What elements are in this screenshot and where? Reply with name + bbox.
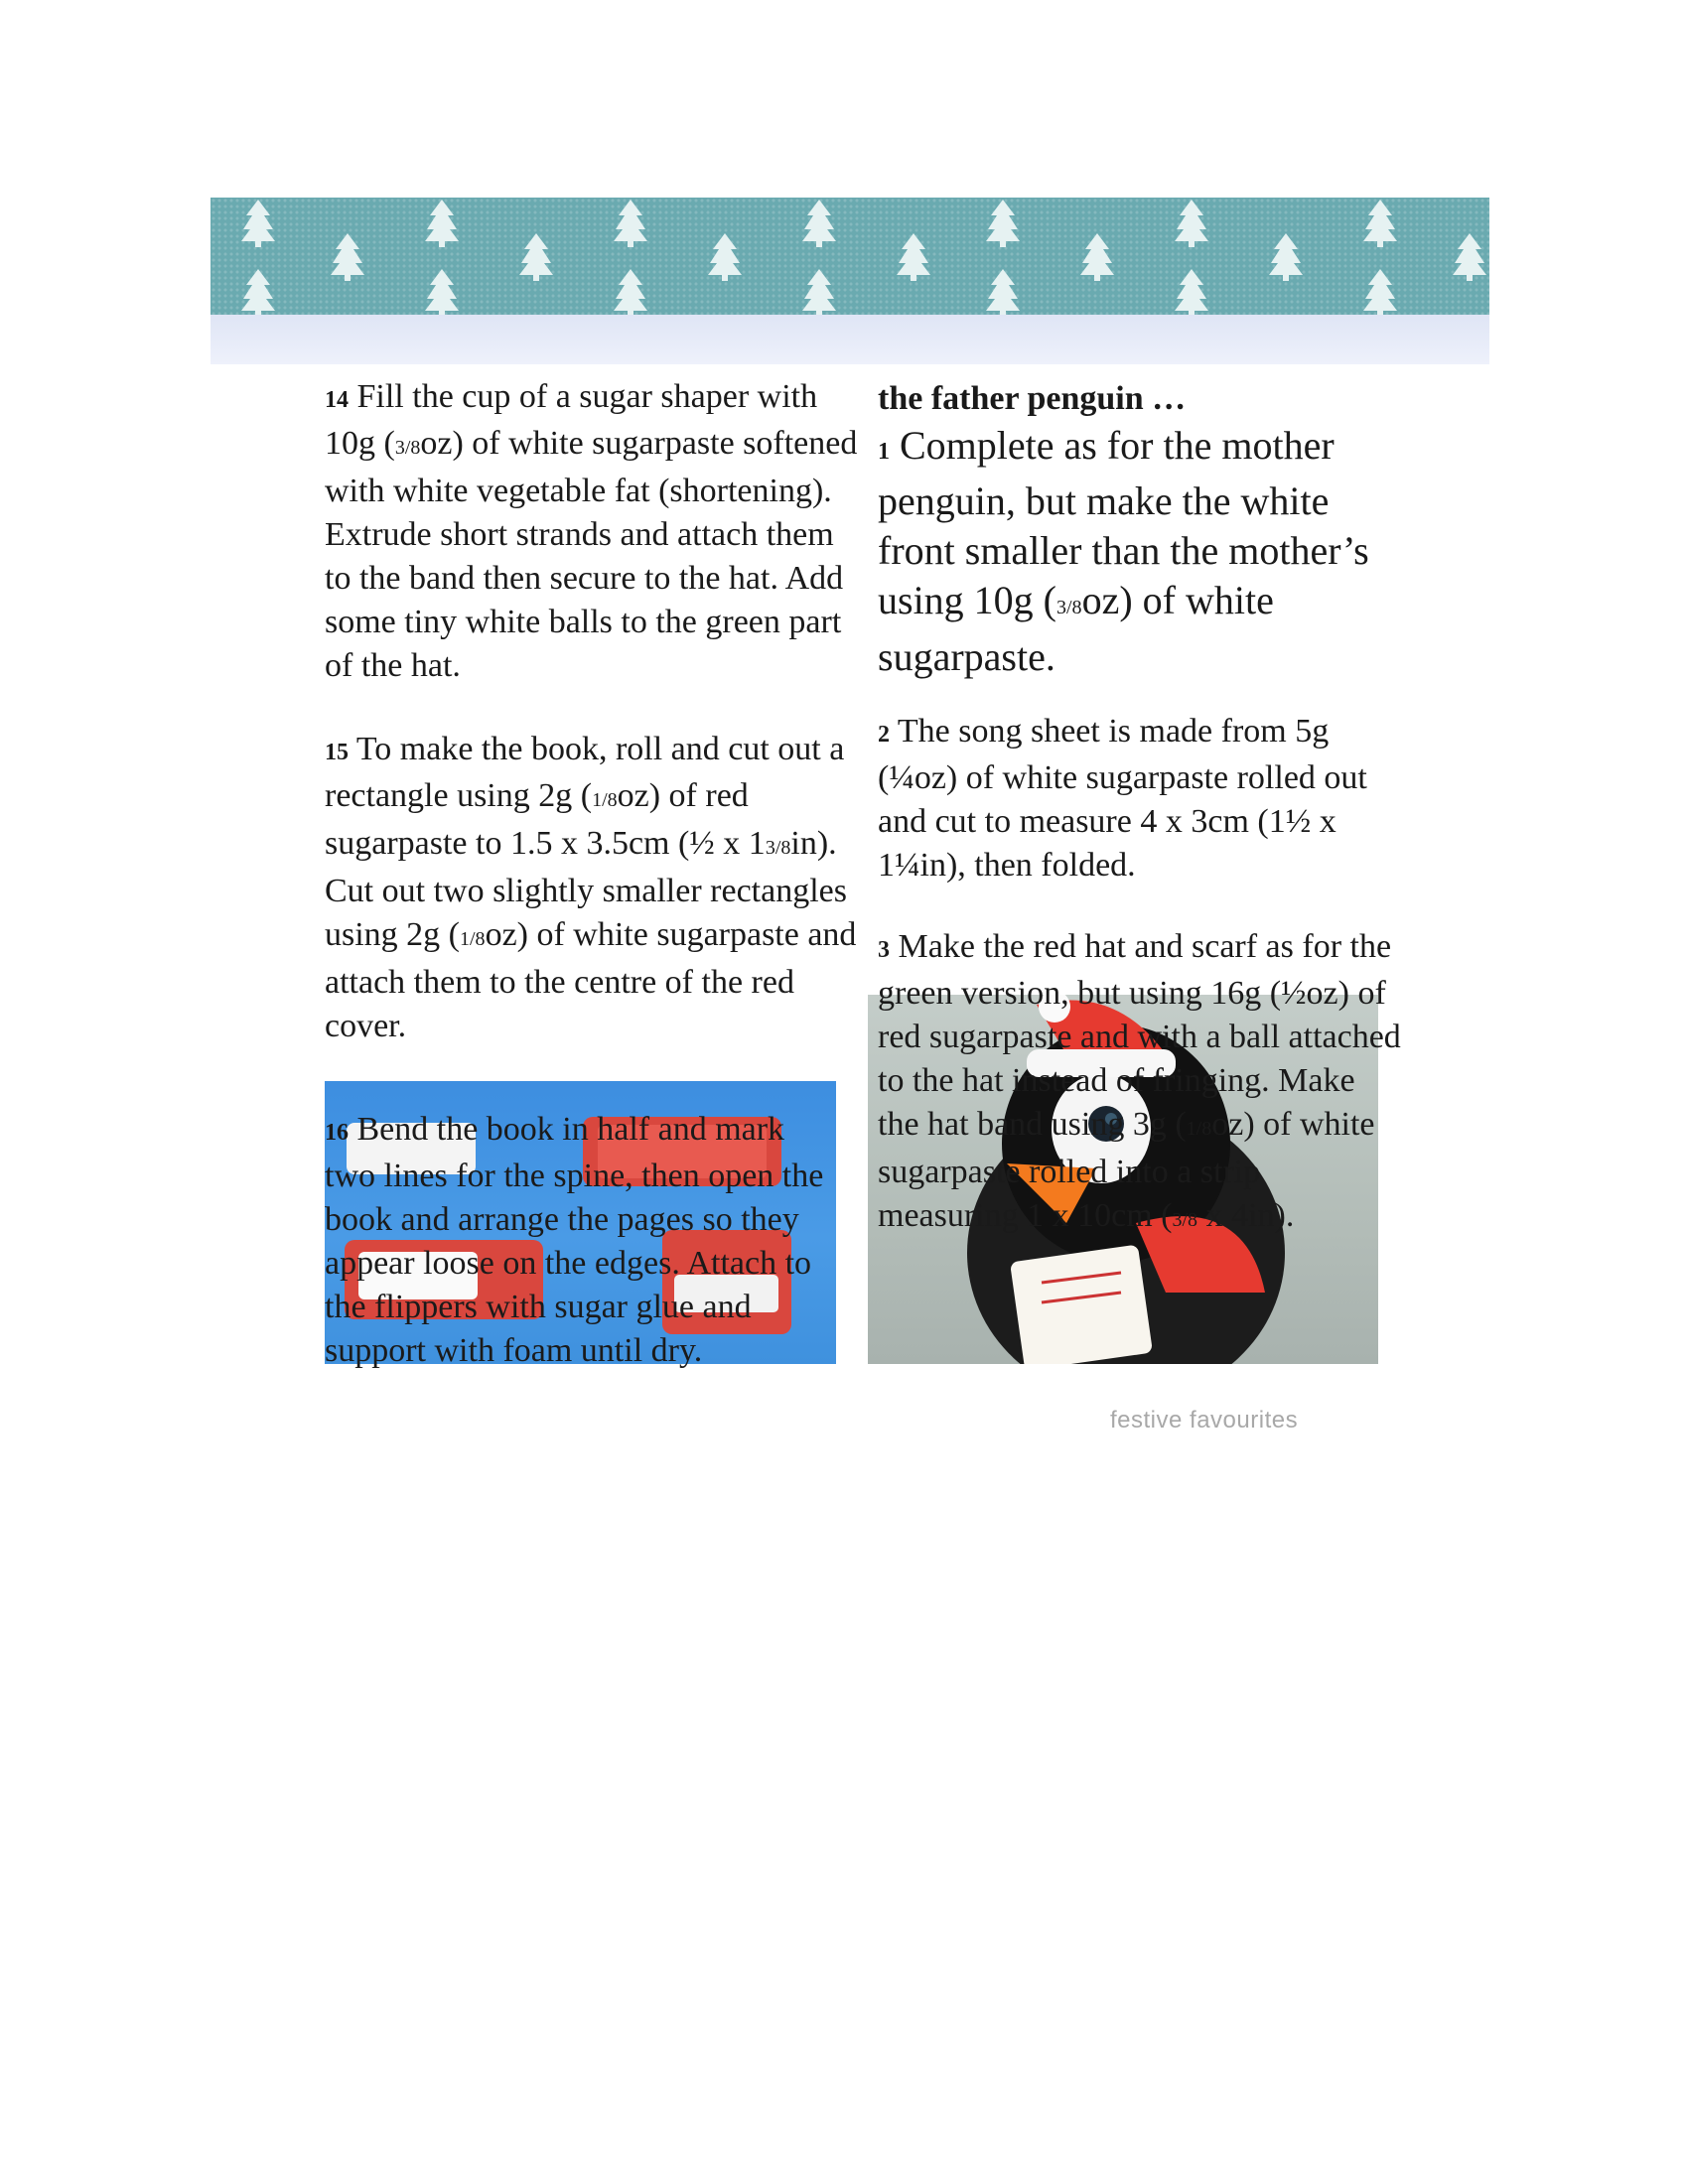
step-text: The song sheet is made from 5g (¼oz) of white sugarpaste rolled out and cut to measure 4 x 3cm (1½ x 1¼in), then folded. [878, 713, 1367, 884]
christmas-tree-icon [896, 231, 931, 281]
section-heading: the father penguin … [878, 380, 1187, 417]
christmas-tree-icon [613, 198, 648, 247]
christmas-tree-icon [240, 267, 276, 315]
christmas-tree-icon [985, 267, 1021, 315]
step-number: 15 [325, 740, 349, 765]
festive-banner [211, 198, 1489, 315]
christmas-tree-icon [424, 198, 460, 247]
step-1 [878, 421, 1414, 682]
step-number: 16 [325, 1120, 349, 1146]
christmas-tree-icon [1452, 231, 1487, 281]
right-column [878, 377, 1414, 887]
christmas-tree-icon [707, 231, 743, 281]
step-14 [325, 375, 861, 688]
banner-strip [211, 315, 1489, 364]
fraction: 3/8 [1056, 597, 1082, 618]
fraction: 1/8 [592, 789, 618, 811]
step-15 [325, 728, 861, 1048]
christmas-tree-icon [240, 198, 276, 247]
step-2 [878, 710, 1414, 887]
step-3 [878, 925, 1404, 1242]
christmas-tree-icon [330, 231, 365, 281]
step-text: Fill the cup of a sugar shaper with 10g ( [325, 378, 818, 462]
christmas-tree-icon [1174, 198, 1209, 247]
christmas-tree-icon [518, 231, 554, 281]
christmas-tree-icon [801, 267, 837, 315]
step-text: in). Cut out two slightly smaller rectangles using 2g ( [325, 825, 847, 953]
christmas-tree-icon [1079, 231, 1115, 281]
step-number: 2 [878, 722, 890, 748]
christmas-tree-icon [985, 198, 1021, 247]
step-text: oz) of red sugarpaste to 1.5 x 3.5cm (½ x 1 [325, 777, 766, 862]
christmas-tree-icon [613, 267, 648, 315]
step-16 [325, 1108, 841, 1373]
christmas-tree-icon [1362, 198, 1398, 247]
step-text: Make the red hat and scarf as for the green version, but using 16g (½oz) of red sugarpaste and with a ball attached to the hat instead of fringing. Make the hat band using 3g ( [878, 928, 1401, 1143]
fraction: 3/8 [765, 837, 791, 859]
christmas-tree-icon [1174, 267, 1209, 315]
left-column [325, 375, 861, 1048]
step-text: Bend the book in half and mark two lines for the spine, then open the book and arrange the pages so they appear loose on the edges. Attach to the flippers with sugar glue and support with foam until dry. [325, 1111, 824, 1369]
fraction: 3/8 [394, 437, 421, 459]
fraction: 1/8 [1186, 1118, 1212, 1140]
step-number: 1 [878, 439, 890, 465]
step-number: 14 [325, 387, 349, 413]
footer-label: festive favourites [1110, 1407, 1299, 1433]
fraction: 3/8 [1172, 1209, 1198, 1231]
step-text: oz) of white sugarpaste. [878, 578, 1274, 679]
fraction: 1/8 [460, 928, 486, 950]
christmas-tree-icon [1268, 231, 1304, 281]
step-text: To make the book, roll and cut out a rectangle using 2g ( [325, 731, 845, 814]
step-text: oz) of white sugarpaste rolled into a strip measuring 1 x 10cm ( [878, 1106, 1375, 1234]
step-number: 3 [878, 937, 890, 963]
step-text: oz) of white sugarpaste softened with white vegetable fat (shortening). Extrude short strands and attach them to the band then secure to the hat. Add some tiny white balls to the green part of the hat. [325, 425, 858, 684]
step-text: Complete as for the mother penguin, but make the white front smaller than the mother’s using 10g ( [878, 423, 1369, 622]
christmas-tree-icon [801, 198, 837, 247]
christmas-tree-icon [1362, 267, 1398, 315]
step-text: x 4in). [1197, 1197, 1295, 1234]
christmas-tree-icon [424, 267, 460, 315]
step-text: oz) of white sugarpaste and attach them to the centre of the red cover. [325, 916, 857, 1044]
